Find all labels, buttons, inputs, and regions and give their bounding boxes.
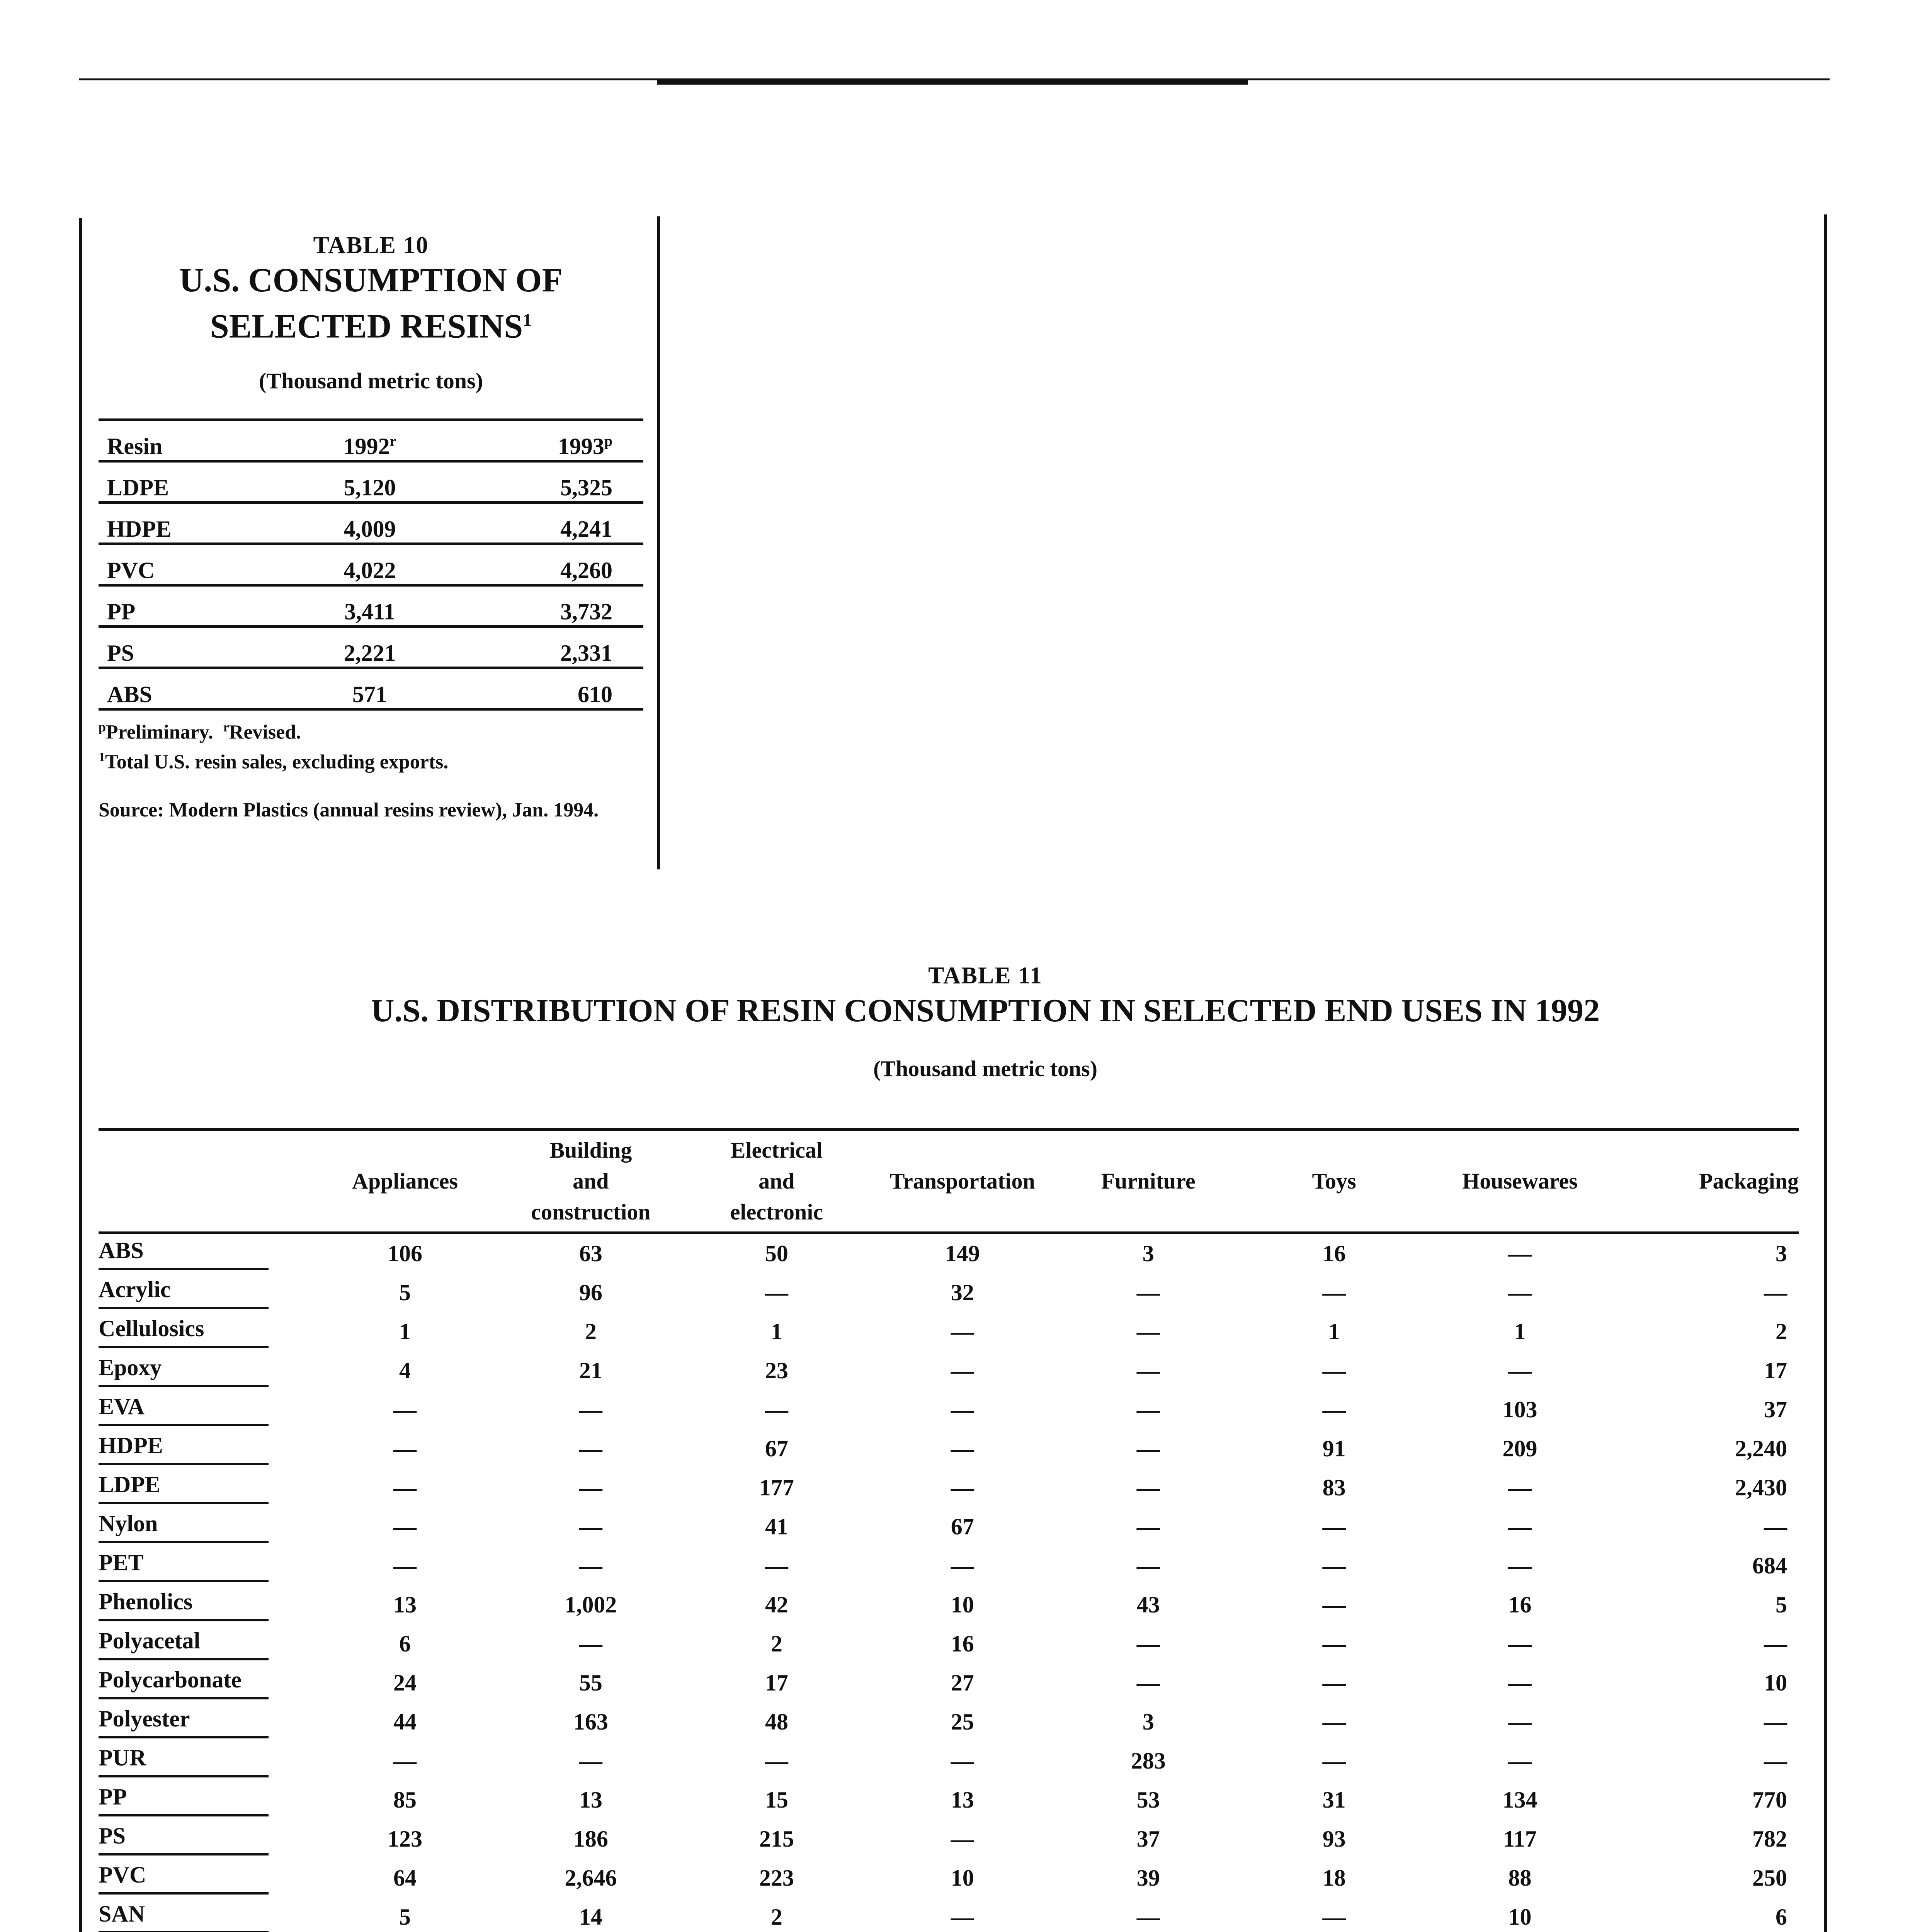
table11-value-cell: — [951, 1904, 974, 1930]
table11-value-cell: 684 [1752, 1553, 1787, 1578]
table10-value-cell: 4,022 [344, 558, 396, 583]
table11-row [99, 1468, 1799, 1507]
table11-value-cell: — [765, 1553, 788, 1578]
table11-value-cell: 10 [951, 1865, 974, 1891]
table11-value-cell: 32 [951, 1280, 974, 1305]
table10-units: (Thousand metric tons) [259, 368, 483, 394]
table11-header-row [99, 1130, 1799, 1233]
table11-value-cell: — [393, 1436, 417, 1461]
table11-value-cell: 96 [579, 1280, 602, 1305]
table11-value-cell: 123 [388, 1826, 422, 1852]
table11-value-cell: 770 [1752, 1787, 1787, 1813]
table11-row [99, 1312, 1799, 1351]
table11-value-cell: 83 [1322, 1475, 1346, 1500]
table11-value-cell: — [951, 1358, 974, 1383]
table11-value-cell: — [1764, 1748, 1787, 1774]
table11-value-cell: 14 [579, 1904, 602, 1930]
table10-resin-cell: PVC [107, 558, 155, 583]
table11-value-cell: — [1508, 1709, 1532, 1735]
table11-value-cell: — [951, 1397, 974, 1422]
table11-row [99, 1663, 1799, 1702]
table11-column-header: Appliances [352, 1168, 458, 1194]
table11-value-cell: 250 [1752, 1865, 1787, 1891]
table11-value-cell: 13 [393, 1592, 417, 1617]
table11-value-cell: 177 [759, 1475, 794, 1500]
table11-column-header: Furniture [1101, 1168, 1196, 1194]
table11-value-cell: — [1508, 1553, 1532, 1578]
table11-value-cell: 223 [759, 1865, 794, 1891]
table11-value-cell: 10 [1508, 1904, 1532, 1930]
table11-value-cell: — [1322, 1748, 1346, 1774]
table11-value-cell: — [579, 1436, 602, 1461]
table10-title-line1: U.S. CONSUMPTION OF [179, 262, 563, 299]
table11-row [99, 1624, 1799, 1663]
table11-row [99, 1585, 1799, 1624]
table11-value-cell: 17 [765, 1670, 788, 1696]
table11-value-cell: — [1136, 1475, 1160, 1500]
table11-column-header: Housewares [1462, 1168, 1578, 1194]
table11-value-cell: — [1322, 1670, 1346, 1696]
table11-value-cell: — [765, 1280, 788, 1305]
table11-value-cell: — [1764, 1514, 1787, 1539]
table10-row [99, 544, 643, 585]
table11-value-cell: 1 [1328, 1319, 1340, 1344]
table11-value-cell: — [393, 1748, 417, 1774]
table11-row [99, 1742, 1799, 1781]
table10-value-cell: 610 [578, 682, 612, 707]
table11-value-cell: 41 [765, 1514, 788, 1539]
table11-value-cell: — [1136, 1436, 1160, 1461]
table11-value-cell: 50 [765, 1241, 788, 1266]
table11-value-cell: 44 [393, 1709, 417, 1735]
table11-resin-cell: PET [99, 1546, 312, 1585]
table11-resin-cell: PS [99, 1820, 312, 1859]
table11-value-cell: 5 [399, 1280, 411, 1305]
table11-value-cell: — [1136, 1631, 1160, 1656]
table11-column-header: Toys [1312, 1168, 1356, 1194]
table11-value-cell: — [951, 1748, 974, 1774]
table11-value-cell: 3 [1776, 1241, 1787, 1266]
table11-row [99, 1820, 1799, 1859]
table11-column-header: Transportation [889, 1168, 1035, 1194]
table11-value-cell: — [1322, 1358, 1346, 1383]
table11-value-cell: 93 [1322, 1826, 1346, 1852]
table11-resin-cell: ABS [99, 1233, 312, 1274]
table11-value-cell: — [393, 1514, 417, 1539]
table10-resin-cell: HDPE [107, 516, 172, 542]
table11-value-cell: 10 [1764, 1670, 1787, 1696]
table11-value-cell: 149 [945, 1241, 980, 1266]
table11-resin-cell: Cellulosics [99, 1312, 312, 1351]
table10-row [99, 668, 643, 709]
table11-value-cell: 16 [1322, 1241, 1346, 1266]
table11-value-cell: — [1508, 1514, 1532, 1539]
table10-value-cell: 3,732 [560, 599, 612, 625]
table10-title-footnote: 1 [523, 310, 532, 330]
table11-value-cell: 1 [399, 1319, 411, 1344]
table11-resin-cell: Polycarbonate [99, 1663, 312, 1702]
table11-value-cell: 1 [770, 1319, 782, 1344]
table11-value-cell: 782 [1752, 1826, 1787, 1852]
table11-resin-cell: Phenolics [99, 1585, 312, 1624]
table11-value-cell: — [951, 1553, 974, 1578]
table11-label: TABLE 11 [928, 963, 1043, 989]
table11-value-cell: — [1322, 1514, 1346, 1539]
table11-resin-cell: Polyester [99, 1702, 312, 1742]
table11-title: U.S. DISTRIBUTION OF RESIN CONSUMPTION IN SELECTED END USES IN 1992 [371, 993, 1600, 1029]
table10-source: Source: Modern Plastics (annual resins review), Jan. 1994. [99, 799, 599, 821]
table11-value-cell: 16 [951, 1631, 974, 1656]
table10-notes: $^p$Preliminary. $^r$Revised. $^1$Total U.S. resin sales, excluding exports. [99, 720, 449, 773]
table11-resin-cell: SAN [99, 1898, 312, 1932]
table11-value-cell: — [579, 1475, 602, 1500]
table10-value-cell: 4,009 [344, 516, 396, 542]
table11-value-cell: 2 [770, 1904, 782, 1930]
table10-row [99, 503, 643, 544]
table11-value-cell: — [1764, 1631, 1787, 1656]
table10-row [99, 585, 643, 627]
table11-value-cell: 209 [1502, 1436, 1537, 1461]
table11-value-cell: 67 [765, 1436, 788, 1461]
table10-resin-cell: PP [107, 599, 136, 625]
table11-column-header: Packaging [1699, 1168, 1799, 1194]
table11-row [99, 1390, 1799, 1429]
table11-value-cell: — [579, 1748, 602, 1774]
table10-value-cell: 5,120 [344, 475, 396, 501]
table11-row [99, 1702, 1799, 1742]
table11-resin-cell: HDPE [99, 1429, 312, 1468]
table11-value-cell: — [951, 1436, 974, 1461]
table11-value-cell: 27 [951, 1670, 974, 1696]
table11-value-cell: 163 [573, 1709, 608, 1735]
table11-value-cell: — [1764, 1280, 1787, 1305]
table11-resin-cell: PUR [99, 1742, 312, 1781]
table11-resin-cell: Epoxy [99, 1351, 312, 1390]
table11-resin-cell: Polyacetal [99, 1624, 312, 1663]
table11-value-cell: 3 [1142, 1709, 1154, 1735]
table10-label: TABLE 10 [313, 232, 429, 259]
table11-grid [99, 1128, 1799, 1932]
table11-value-cell: 6 [1776, 1904, 1787, 1930]
table10-value-cell: 4,241 [560, 516, 612, 542]
table10-resin-cell: LDPE [107, 475, 169, 501]
table11-value-cell: 13 [951, 1787, 974, 1813]
table11-value-cell: 37 [1764, 1397, 1787, 1422]
table11-value-cell: 63 [579, 1241, 602, 1266]
table11-value-cell: — [951, 1826, 974, 1852]
table11-value-cell: 31 [1322, 1787, 1346, 1813]
table11-value-cell: 2 [770, 1631, 782, 1656]
table11-row [99, 1429, 1799, 1468]
table11-value-cell: 283 [1131, 1748, 1166, 1774]
table11-value-cell: — [393, 1475, 417, 1500]
table11-row [99, 1859, 1799, 1898]
table11-value-cell: — [1136, 1670, 1160, 1696]
table11-value-cell: 25 [951, 1709, 974, 1735]
table10-value-cell: 2,221 [344, 640, 396, 666]
table11-row [99, 1233, 1799, 1274]
table11-value-cell: 16 [1508, 1592, 1532, 1617]
table11-value-cell: — [1764, 1709, 1787, 1735]
table11-value-cell: — [1322, 1280, 1346, 1305]
table11-value-cell: — [1322, 1592, 1346, 1617]
table10-value-cell: 2,331 [560, 640, 612, 666]
table11-value-cell: — [1136, 1514, 1160, 1539]
table11-value-cell: — [1322, 1709, 1346, 1735]
table11-row [99, 1273, 1799, 1312]
table11-value-cell: 53 [1136, 1787, 1160, 1813]
table11-resin-cell: PVC [99, 1859, 312, 1898]
table11-row [99, 1546, 1799, 1585]
table11-value-cell: — [1136, 1904, 1160, 1930]
table11-value-cell: 24 [393, 1670, 417, 1696]
table10-row [99, 627, 643, 668]
table11-value-cell: 67 [951, 1514, 974, 1539]
table11-value-cell: 2,430 [1735, 1475, 1787, 1500]
table11-value-cell: 17 [1764, 1358, 1787, 1383]
table10-resin-cell: PS [107, 640, 134, 666]
table11-value-cell: 3 [1142, 1241, 1154, 1266]
table11-value-cell: — [393, 1397, 417, 1422]
table11-resin-cell: LDPE [99, 1468, 312, 1507]
table11-value-cell: 42 [765, 1592, 788, 1617]
table10-value-cell: 5,325 [560, 475, 612, 501]
table11-value-cell: — [1508, 1631, 1532, 1656]
table10-title-line2: SELECTED RESINS [210, 308, 523, 345]
table11-row [99, 1351, 1799, 1390]
table10 [99, 232, 643, 823]
table11-header-resin [99, 1130, 312, 1233]
table11-value-cell: — [1508, 1670, 1532, 1696]
table11-resin-cell: Acrylic [99, 1273, 312, 1312]
table10-header-resin: Resin [107, 434, 163, 459]
table11-value-cell: — [1322, 1553, 1346, 1578]
table11-value-cell: — [1508, 1358, 1532, 1383]
table11-value-cell: — [1508, 1748, 1532, 1774]
table11-value-cell: 39 [1136, 1865, 1160, 1891]
table11-value-cell: 2,646 [565, 1865, 617, 1891]
table11-value-cell: 18 [1322, 1865, 1346, 1891]
table11-value-cell: 55 [579, 1670, 602, 1696]
table10-value-cell: 571 [352, 682, 387, 707]
table11-value-cell: 64 [393, 1865, 417, 1891]
table11-value-cell: 43 [1136, 1592, 1160, 1617]
table11-value-cell: — [579, 1397, 602, 1422]
table10-value-cell: 4,260 [560, 558, 612, 583]
table11-value-cell: 1 [1514, 1319, 1526, 1344]
table11-value-cell: 48 [765, 1709, 788, 1735]
table11-value-cell: 2,240 [1735, 1436, 1787, 1461]
table11-heading [81, 962, 1889, 1082]
table11-value-cell: — [1508, 1280, 1532, 1305]
table11-value-cell: 10 [951, 1592, 974, 1617]
table11-value-cell: — [1136, 1358, 1160, 1383]
table11-value-cell: — [393, 1553, 417, 1578]
table11-value-cell: — [1322, 1397, 1346, 1422]
table11-units: (Thousand metric tons) [873, 1056, 1098, 1081]
table11-value-cell: — [765, 1748, 788, 1774]
table10-grid [99, 418, 643, 711]
table11-value-cell: 13 [579, 1787, 602, 1813]
table11-value-cell: 91 [1322, 1436, 1346, 1461]
table10-value-cell: 3,411 [344, 599, 395, 625]
table11-value-cell: — [1136, 1553, 1160, 1578]
table11-value-cell: — [1322, 1631, 1346, 1656]
table11-value-cell: — [579, 1514, 602, 1539]
table11-value-cell: 106 [388, 1241, 422, 1266]
table11-value-cell: 23 [765, 1358, 788, 1383]
table11-value-cell: 5 [1776, 1592, 1787, 1617]
table11-value-cell: 1,002 [565, 1592, 617, 1617]
table11-value-cell: 88 [1508, 1865, 1532, 1891]
table11-value-cell: 15 [765, 1787, 788, 1813]
table10-row [99, 461, 643, 503]
table11-resin-cell: EVA [99, 1390, 312, 1429]
table11-value-cell: — [579, 1553, 602, 1578]
table11-value-cell: — [951, 1319, 974, 1344]
table11-value-cell: 5 [399, 1904, 411, 1930]
table11-value-cell: — [1508, 1475, 1532, 1500]
table11-value-cell: — [951, 1475, 974, 1500]
table11-value-cell: 85 [393, 1787, 417, 1813]
table11-value-cell: — [1136, 1280, 1160, 1305]
table11-value-cell: — [1508, 1241, 1532, 1266]
table11-value-cell: — [1136, 1397, 1160, 1422]
table10-title [99, 261, 643, 346]
table10-resin-cell: ABS [107, 682, 152, 707]
table11-value-cell: 103 [1502, 1397, 1537, 1422]
table11-value-cell: 37 [1136, 1826, 1160, 1852]
table11-resin-cell: PP [99, 1781, 312, 1820]
table11-value-cell: 2 [1776, 1319, 1787, 1344]
table11-column-header: Electrical and electronic [730, 1138, 823, 1225]
table10-header-1992: 1992$^r$ [343, 433, 396, 459]
table11-value-cell: 21 [579, 1358, 602, 1383]
table11-resin-cell: Nylon [99, 1507, 312, 1546]
table11-value-cell: 134 [1502, 1787, 1537, 1813]
table11-value-cell: 117 [1503, 1826, 1537, 1852]
table11-value-cell: 4 [399, 1358, 411, 1383]
table11-value-cell: — [1322, 1904, 1346, 1930]
table10-right-rule [657, 216, 660, 869]
table11-value-cell: — [579, 1631, 602, 1656]
header-rule-thick [657, 78, 1248, 85]
table11-value-cell: 6 [399, 1631, 411, 1656]
table10-header-row [99, 420, 643, 461]
table11-column-header: Building and construction [531, 1138, 651, 1225]
table11-row [99, 1781, 1799, 1820]
table11-value-cell: — [765, 1397, 788, 1422]
table11-value-cell: 2 [585, 1319, 597, 1344]
table11-row [99, 1898, 1799, 1932]
table11-value-cell: 215 [759, 1826, 794, 1852]
table10-header-1993: 1993$^p$ [558, 433, 612, 459]
table11-value-cell: — [1136, 1319, 1160, 1344]
table11-row [99, 1507, 1799, 1546]
table11-value-cell: 186 [573, 1826, 608, 1852]
